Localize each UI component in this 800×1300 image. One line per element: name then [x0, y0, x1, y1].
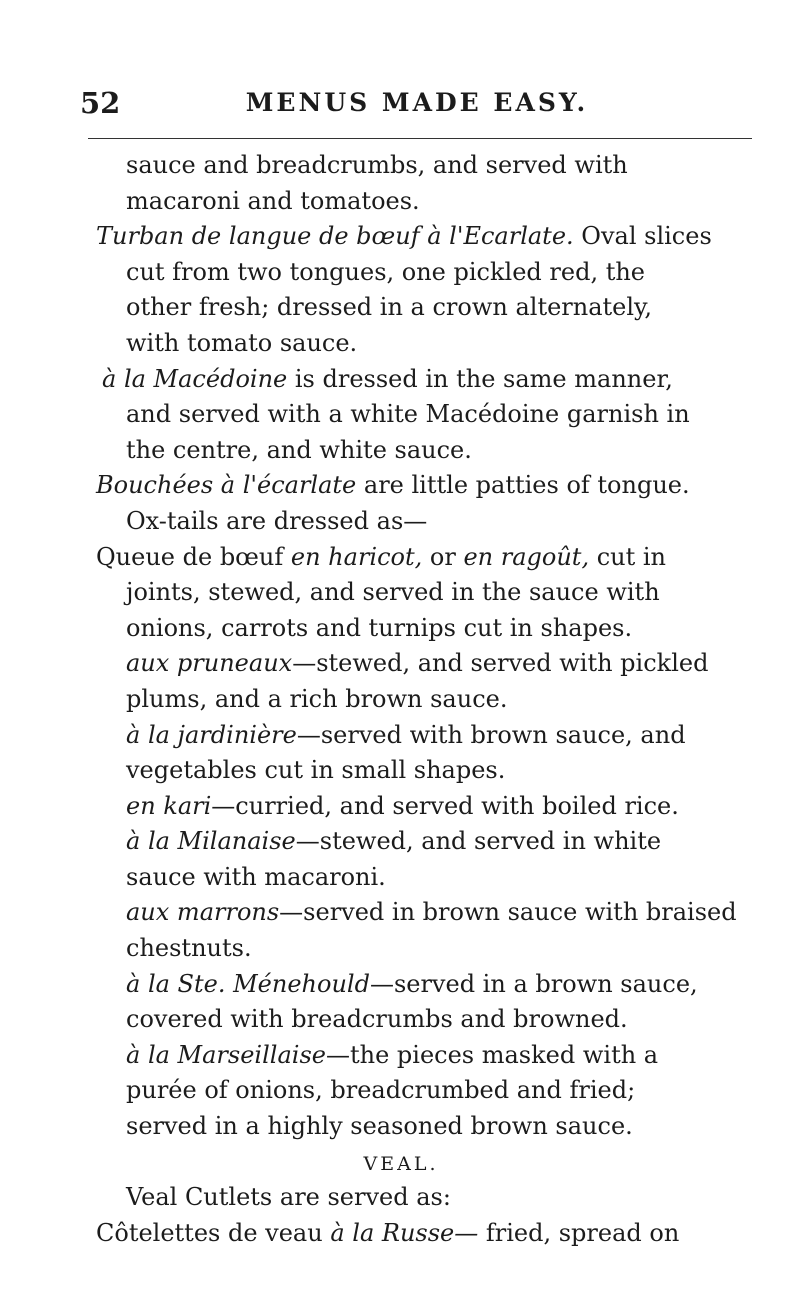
text-line: served in a highly seasoned brown sauce. [126, 1112, 633, 1141]
text-line: and served with a white Macédoine garnish in [126, 400, 690, 429]
text-line: aux marrons—served in brown sauce with braised [126, 898, 737, 927]
text-line: onions, carrots and turnips cut in shapes. [126, 613, 633, 642]
text-line: Ox-tails are dressed as— [126, 506, 428, 535]
text-line: à la jardinière—served with brown sauce, and [126, 720, 686, 749]
text-line: joints, stewed, and served in the sauce with [126, 578, 660, 607]
running-title: MENUS MADE EASY. [245, 88, 589, 117]
header-rule [88, 138, 752, 139]
text-line: other fresh; dressed in a crown alternately, [126, 293, 653, 322]
body-text [96, 148, 786, 1251]
text-line: Veal Cutlets are served as: [126, 1183, 451, 1212]
text-line: sauce with macaroni. [126, 862, 386, 891]
text-line: à la Ste. Ménehould—served in a brown sauce, [126, 969, 698, 998]
text-line: en kari—curried, and served with boiled rice. [126, 791, 679, 820]
text-line: purée of onions, breadcrumbed and fried; [126, 1076, 636, 1105]
text-line: macaroni and tomatoes. [126, 186, 420, 215]
text-line: à la Macédoine is dressed in the same manner, [102, 364, 673, 393]
text-line: à la Milanaise—stewed, and served in white [126, 827, 662, 856]
text-line: sauce and breadcrumbs, and served with [126, 151, 628, 179]
text-line: chestnuts. [126, 934, 252, 963]
text-line: à la Marseillaise—the pieces masked with a [126, 1040, 659, 1069]
text-line: Queue de bœuf en haricot, or en ragoût, cut in [96, 542, 667, 571]
text-line: cut from two tongues, one pickled red, the [126, 257, 646, 286]
page-number: 52 [80, 86, 121, 120]
text-line: with tomato sauce. [126, 328, 358, 357]
text-line: plums, and a rich brown sauce. [126, 684, 508, 713]
page-header [72, 78, 762, 118]
text-line: the centre, and white sauce. [126, 435, 472, 464]
text-line: aux pruneaux—stewed, and served with pickled [126, 649, 709, 678]
text-line: Côtelettes de veau à la Russe— fried, spread on [96, 1218, 680, 1247]
text-line: Bouchées à l'écarlate are little patties of tongue. [96, 471, 690, 500]
text-line: vegetables cut in small shapes. [126, 756, 506, 785]
section-heading: VEAL. [363, 1152, 439, 1175]
text-line: covered with breadcrumbs and browned. [126, 1005, 628, 1034]
text-line: Turban de langue de bœuf à l'Ecarlate. Oval slices [96, 222, 712, 251]
